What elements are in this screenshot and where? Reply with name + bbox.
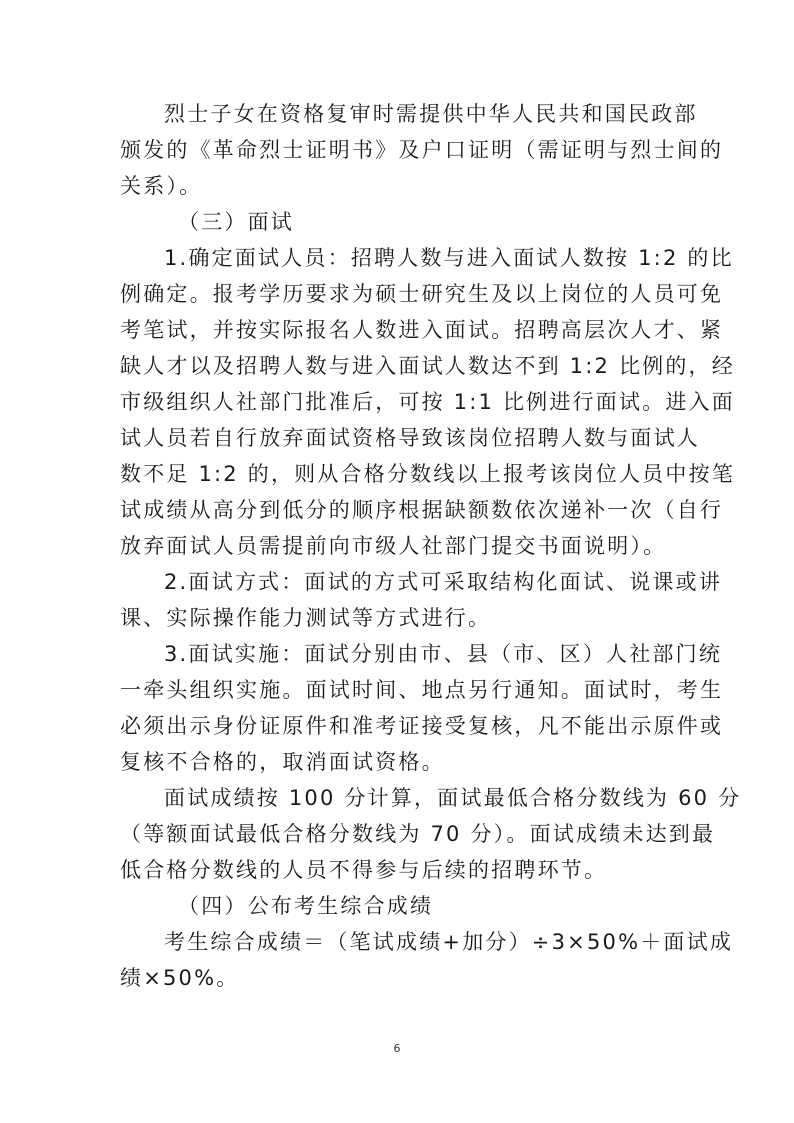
paragraph-line: 绩×50%。 xyxy=(120,966,240,990)
section-heading: （三）面试 xyxy=(178,210,294,234)
paragraph-line: 2.面试方式：面试的方式可采取结构化面试、说课或讲 xyxy=(164,570,723,594)
paragraph-line: 考笔试，并按实际报名人数进入面试。招聘高层次人才、紧 xyxy=(120,318,724,342)
paragraph-line: 缺人才以及招聘人数与进入面试人数达不到 1:2 比例的，经 xyxy=(120,354,735,378)
paragraph-line: 市级组织人社部门批准后，可按 1:1 比例进行面试。进入面 xyxy=(120,390,735,414)
paragraph-line: 课、实际操作能力测试等方式进行。 xyxy=(120,606,492,630)
paragraph-line: （等额面试最低合格分数线为 70 分）。面试成绩未达到最 xyxy=(120,822,716,846)
paragraph-line: 放弃面试人员需提前向市级人社部门提交书面说明）。 xyxy=(120,534,667,558)
paragraph-line: 试人员若自行放弃面试资格导致该岗位招聘人数与面试人 xyxy=(120,426,700,450)
document-body xyxy=(120,96,742,996)
page-number: 6 xyxy=(393,1042,401,1055)
paragraph-line: 1.确定面试人员：招聘人数与进入面试人数按 1:2 的比 xyxy=(164,246,734,270)
paragraph-line: 颁发的《革命烈士证明书》及户口证明（需证明与烈士间的 xyxy=(120,138,724,162)
paragraph-line: 必须出示身份证原件和准考证接受复核，凡不能出示原件或 xyxy=(120,714,724,738)
paragraph-line: 关系）。 xyxy=(120,174,203,198)
paragraph-line: 一牵头组织实施。面试时间、地点另行通知。面试时，考生 xyxy=(120,678,724,702)
paragraph-line: 面试成绩按 100 分计算，面试最低合格分数线为 60 分 xyxy=(164,786,742,810)
section-heading: （四）公布考生综合成绩 xyxy=(178,894,434,918)
paragraph-line: 3.面试实施：面试分别由市、县（市、区）人社部门统 xyxy=(164,642,723,666)
paragraph-line: 考生综合成绩＝（笔试成绩+加分）÷3×50%＋面试成 xyxy=(164,930,734,954)
paragraph-line: 复核不合格的，取消面试资格。 xyxy=(120,750,445,774)
paragraph-line: 试成绩从高分到低分的顺序根据缺额数依次递补一次（自行 xyxy=(120,498,724,522)
paragraph-line: 例确定。报考学历要求为硕士研究生及以上岗位的人员可免 xyxy=(120,282,724,306)
paragraph-line: 烈士子女在资格复审时需提供中华人民共和国民政部 xyxy=(164,102,698,126)
paragraph-line: 低合格分数线的人员不得参与后续的招聘环节。 xyxy=(120,858,608,882)
paragraph-line: 数不足 1:2 的，则从合格分数线以上报考该岗位人员中按笔 xyxy=(120,462,735,486)
